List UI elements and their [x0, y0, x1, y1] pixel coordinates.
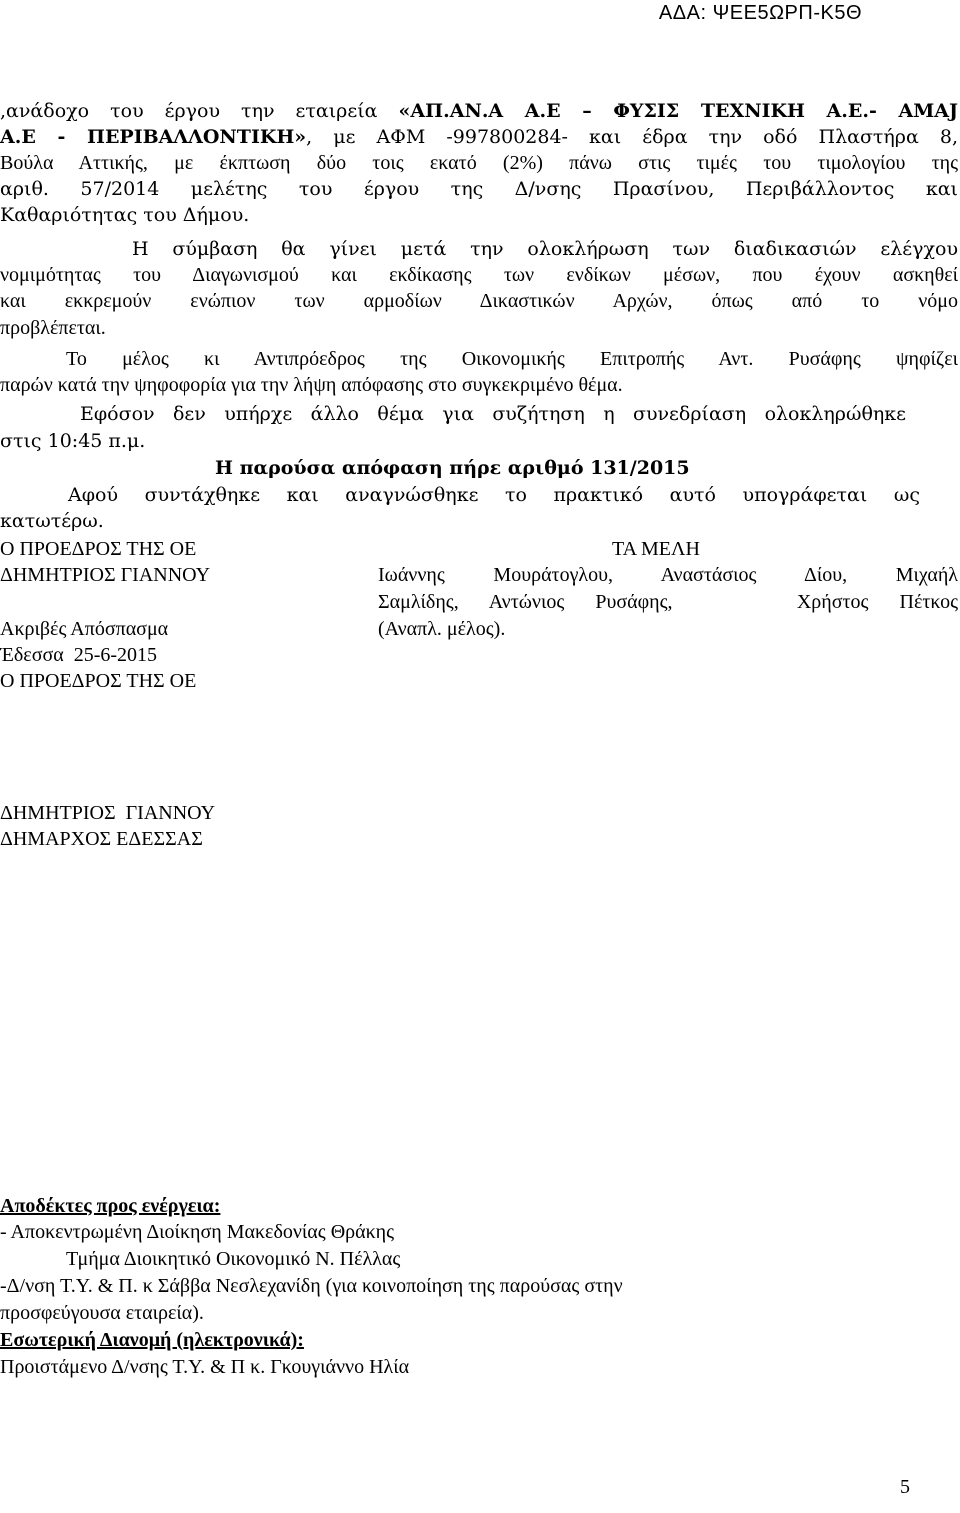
contractor-name-part1: «ΑΠ.ΑΝ.Α Α.Ε – ΦΥΣΙΣ ΤΕΧΝΙΚΗ Α.Ε.- AMAJ	[398, 100, 959, 122]
recipients-heading: Αποδέκτες προς ενέργεια:	[0, 1195, 221, 1217]
para1-line3: Βούλα Αττικής, με έκπτωση δύο τοις εκατό (2%) πάνω στις τιμές του τιμολογίου της	[0, 152, 958, 174]
ada-code: ΑΔΑ: ΨΕΕ5ΩΡΠ-Κ5Θ	[658, 2, 862, 24]
contractor-name-part2: Α.Ε - ΠΕΡΙΒΑΛΛΟΝΤΙΚΗ»	[0, 126, 307, 148]
president-title-2: Ο ΠΡΟΕΔΡΟΣ ΤΗΣ ΟΕ	[0, 670, 197, 692]
members-title: ΤΑ ΜΕΛΗ	[612, 538, 700, 560]
internal-recipient-1: Προιστάμενο Δ/νσης Τ.Υ. & Π κ. Γκουγιάννο Ηλία	[0, 1356, 410, 1378]
recipient-2-line1: -Δ/νση Τ.Υ. & Π. κ Σάββα Νεσλεχανίδη (για κοινοποίηση της παρούσας στην	[0, 1275, 623, 1297]
para4-line2: στις 10:45 π.μ.	[0, 430, 146, 452]
mayor-title: ΔΗΜΑΡΧΟΣ ΕΔΕΣΣΑΣ	[0, 828, 203, 850]
members-line2: Σαμλίδης, Αντώνιος Ρυσάφης, Χρήστος Πέτκος	[378, 591, 958, 613]
para4-line1: Εφόσον δεν υπήρχε άλλο θέμα για συζήτηση η συνεδρίαση ολοκληρώθηκε	[80, 403, 906, 425]
recipient-1-sub: Τμήμα Διοικητικό Οικονομικό Ν. Πέλλας	[66, 1248, 401, 1270]
para3-line2: παρών κατά την ψηφοφορία για την λήψη απόφασης στο συγκεκριμένο θέμα.	[0, 374, 623, 396]
para2-line3: και εκκρεμούν ενώπιον των αρμοδίων Δικαστικών Αρχών, όπως από το νόμο	[0, 290, 958, 312]
recipient-2-line2: προσφεύγουσα εταιρεία).	[0, 1302, 204, 1324]
page-number: 5	[900, 1476, 910, 1498]
para3-line1: Το μέλος κι Αντιπρόεδρος της Οικονομικής Επιτροπής Αντ. Ρυσάφης ψηφίζει	[66, 348, 958, 370]
mayor-name: ΔΗΜΗΤΡΙΟΣ ΓΙΑΝΝΟΥ	[0, 802, 216, 824]
recipient-1: - Αποκεντρωμένη Διοίκηση Μακεδονίας Θράκης	[0, 1221, 395, 1243]
president-title: Ο ΠΡΟΕΔΡΟΣ ΤΗΣ ΟΕ	[0, 538, 197, 560]
place-date: Έδεσσα 25-6-2015	[0, 644, 158, 666]
para1-line4: αριθ. 57/2014 μελέτης του έργου της Δ/νσης Πρασίνου, Περιβάλλοντος και	[0, 178, 958, 200]
para2-line1: Η σύμβαση θα γίνει μετά την ολοκλήρωση των διαδικασιών ελέγχου	[132, 238, 958, 260]
para5-line2: κατωτέρω.	[0, 510, 104, 532]
accurate-extract: Ακριβές Απόσπασμα	[0, 618, 169, 640]
para1-line2	[0, 124, 958, 150]
members-line1: Ιωάννης Μουράτογλου, Αναστάσιος Δίου, Μιχαήλ	[378, 564, 958, 586]
para1-line2-text: , με ΑΦΜ -997800284- και έδρα την οδό Πλαστήρα 8,	[306, 126, 958, 148]
para5-line1: Αφού συντάχθηκε και αναγνώσθηκε το πρακτικό αυτό υπογράφεται ως	[68, 484, 920, 506]
members-line3: (Αναπλ. μέλος).	[378, 618, 506, 640]
para2-line4: προβλέπεται.	[0, 317, 106, 339]
decision-number: Η παρούσα απόφαση πήρε αριθμό 131/2015	[215, 457, 690, 479]
para1-line1	[0, 98, 958, 124]
para1-line1-text: ,ανάδοχο του έργου την εταιρεία	[0, 100, 399, 122]
para1-line5: Καθαριότητας του Δήμου.	[0, 204, 250, 226]
para2-line2: νομιμότητας του Διαγωνισμού και εκδίκασης των ενδίκων μέσων, που έχουν ασκηθεί	[0, 264, 958, 286]
president-name: ΔΗΜΗΤΡΙΟΣ ΓΙΑΝΝΟΥ	[0, 564, 211, 586]
internal-distribution-heading: Εσωτερική Διανομή (ηλεκτρονικά):	[0, 1329, 304, 1351]
